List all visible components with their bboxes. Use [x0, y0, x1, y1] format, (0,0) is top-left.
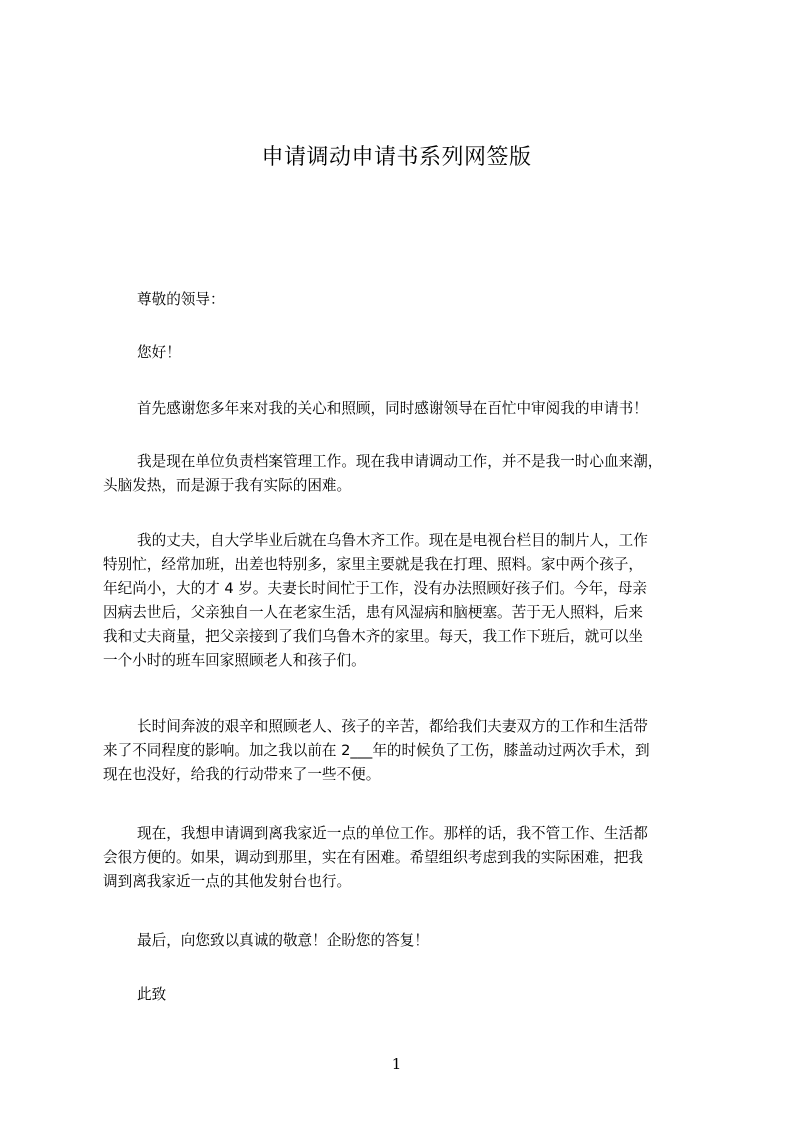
paragraph-line: 首先感谢您多年来对我的关心和照顾，同时感谢领导在百忙中审阅我的申请书！ — [137, 400, 648, 417]
greeting — [103, 341, 706, 365]
paragraph-family — [103, 529, 706, 673]
page-number: 1 — [391, 1055, 402, 1073]
paragraph-line: 会很方便的。如果，调动到那里，实在有困难。希望组织考虑到我的实际困难，把我 — [103, 849, 643, 866]
paragraph-line: 我的丈夫，自大学毕业后就在乌鲁木齐工作。现在是电视台栏目的制片人，工作 — [137, 532, 648, 549]
paragraph-line: 因病去世后，父亲独自一人在老家生活，患有风湿病和脑梗塞。苦于无人照料，后来 — [103, 604, 643, 621]
paragraph-line: 头脑发热，而是源于我有实际的困难。 — [103, 477, 352, 494]
paragraph-line: 现在，我想申请调到离我家近一点的单位工作。那样的话，我不管工作、生活都 — [137, 825, 648, 842]
paragraph-line: 现在也没好，给我的行动带来了一些不便。 — [103, 766, 381, 783]
paragraph-request — [103, 822, 706, 894]
paragraph-line: 最后，向您致以真诚的敬意！企盼您的答复！ — [137, 932, 429, 949]
paragraph-line: 长时间奔波的艰辛和照顾老人、孩子的辛苦，都给我们夫妻双方的工作和生活带 — [137, 718, 648, 735]
salutation-text: 尊敬的领导： — [137, 291, 225, 308]
paragraph-thanks — [103, 397, 706, 421]
greeting-text: 您好！ — [137, 344, 181, 361]
paragraph-line: 来了不同程度的影响。加之我以前在 2___年的时候负了工伤，膝盖动过两次手术，到 — [103, 742, 650, 759]
closing-text: 此致 — [137, 986, 167, 1003]
paragraph-line: 我是现在单位负责档案管理工作。现在我申请调动工作，并不是我一时心血来潮， — [137, 453, 663, 470]
paragraph-closing-remark — [103, 929, 706, 953]
paragraph-line: 调到离我家近一点的其他发射台也行。 — [103, 873, 352, 890]
paragraph-line: 一个小时的班车回家照顾老人和孩子们。 — [103, 652, 366, 669]
paragraph-hardship — [103, 715, 706, 787]
salutation — [103, 288, 706, 312]
paragraph-line: 我和丈夫商量，把父亲接到了我们乌鲁木齐的家里。每天，我工作下班后，就可以坐 — [103, 628, 643, 645]
paragraph-line: 特别忙，经常加班，出差也特别多，家里主要就是我在打理、照料。家中两个孩子， — [103, 556, 643, 573]
paragraph-intro — [103, 450, 706, 498]
closing — [103, 983, 706, 1007]
paragraph-line: 年纪尚小，大的才 4 岁。夫妻长时间忙于工作，没有办法照顾好孩子们。今年，母亲 — [103, 580, 647, 597]
document-title: 申请调动申请书系列网签版 — [261, 145, 532, 170]
